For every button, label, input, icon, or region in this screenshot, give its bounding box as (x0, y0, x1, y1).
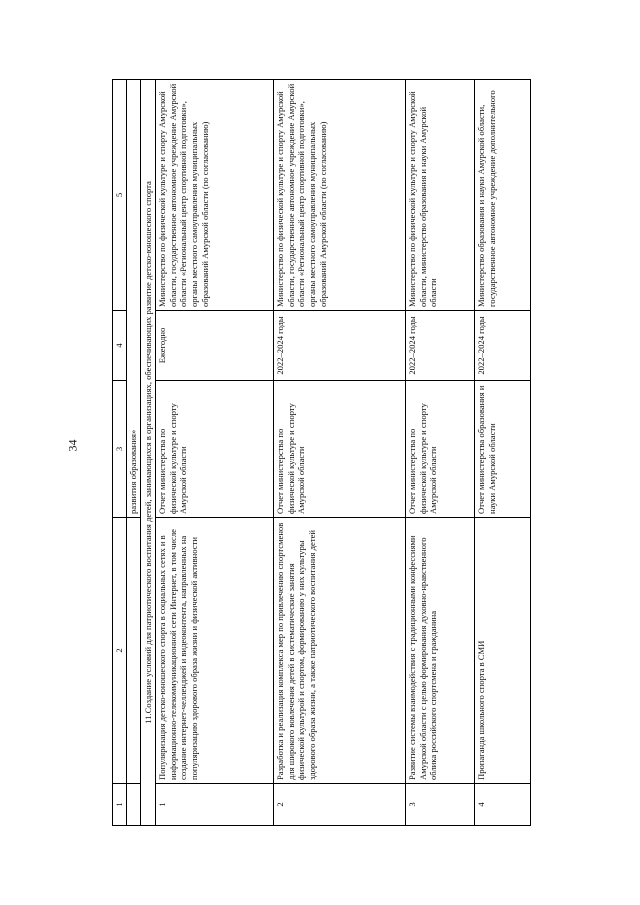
section-title: 11.Создание условий для патриотического воспитания детей, занимающихся в организациях, обеспечивающих развитие детско-юношеского спорта (140, 80, 156, 826)
row-number: 1 (156, 784, 274, 826)
row-dates: Ежегодно (156, 311, 274, 381)
empty-cell (127, 784, 141, 826)
row-action: Популяризация детско-юношеского спорта в социальных сетях и в информационно-телекоммуникационной сети Интернет, в том числе создание интернет-челленджей и видеоконтента, направленных на популяризацию здорового образа жизни и физической активности (156, 518, 274, 784)
table-row (274, 80, 406, 826)
section-row (140, 80, 156, 826)
row-result: Отчет министерства по физической культуре и спорту Амурской области (156, 381, 274, 518)
row-action: Разработка и реализация комплекса мер по привлечению спортсменов для широкого вовлечения детей в систематические занятия физической культурой и спортом, формированию у них культуры здорового образа жизни, а также патриотического воспитания детей (274, 518, 406, 784)
row-number: 2 (274, 784, 406, 826)
row-executors: Министерство по физической культуре и спорту Амурской области, государственное автономное учреждение Амурской области «Региональный центр спортивной подготовки», органы местного самоуправления муниципальных образований Амурской области (по согласованию) (156, 80, 274, 311)
table-row (475, 80, 531, 826)
row-dates: 2022–2024 годы (274, 311, 406, 381)
row-executors: Министерство по физической культуре и спорту Амурской области, государственное автономное учреждение Амурской области «Региональный центр спортивной подготовки», органы местного самоуправления муниципальных образований Амурской области (по согласованию) (274, 80, 406, 311)
empty-cell (127, 518, 141, 784)
continuation-row (127, 80, 141, 826)
row-action: Пропаганда школьного спорта в СМИ (475, 518, 531, 784)
row-dates: 2022–2024 годы (406, 311, 475, 381)
row-result: Отчет министерства по физической культуре и спорту Амурской области (406, 381, 475, 518)
row-result: Отчет министерства по физической культуре и спорту Амурской области (274, 381, 406, 518)
rotated-page-content (112, 80, 526, 826)
row-number: 3 (406, 784, 475, 826)
row-executors: Министерство образования и науки Амурской области, государственное автономное учреждение дополнительного (475, 80, 531, 311)
row-result: Отчет министерства образования и науки Амурской области (475, 381, 531, 518)
header-cell: 3 (113, 381, 127, 518)
header-cell: 4 (113, 311, 127, 381)
table-row (406, 80, 475, 826)
row-dates: 2022–2024 годы (475, 311, 531, 381)
header-cell: 1 (113, 784, 127, 826)
table-row (156, 80, 274, 826)
row-action: Развитие системы взаимодействия с традиционными конфессиями Амурской области с целью формирования духовно-нравственного облика российского спортсмена и гражданина (406, 518, 475, 784)
header-cell: 2 (113, 518, 127, 784)
row-number: 4 (475, 784, 531, 826)
continuation-text: развития образования» (127, 80, 141, 518)
table-header-row (113, 80, 127, 826)
header-cell: 5 (113, 80, 127, 311)
measures-table (112, 79, 531, 826)
row-executors: Министерство по физической культуре и спорту Амурской области, министерство образования и науки Амурской области (406, 80, 475, 311)
page-number: 34 (65, 439, 80, 452)
